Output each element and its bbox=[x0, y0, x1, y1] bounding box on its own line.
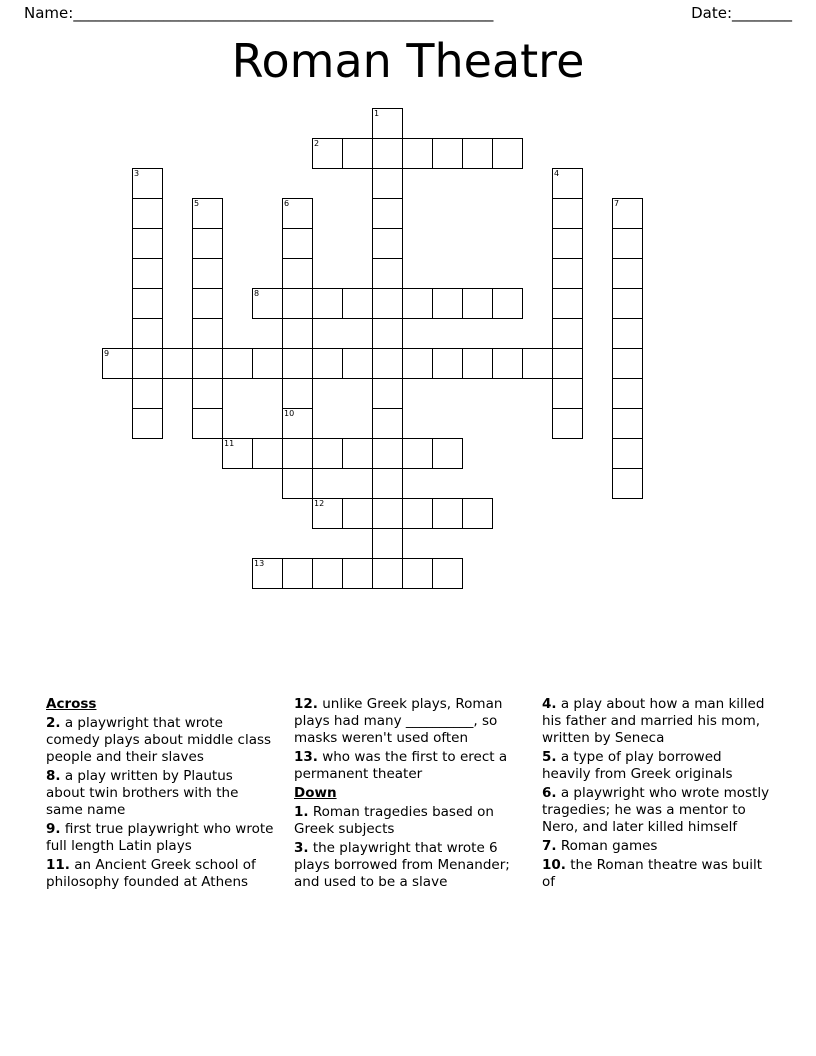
cell-number: 5 bbox=[194, 199, 200, 208]
crossword-cell[interactable] bbox=[282, 258, 313, 289]
crossword-cell[interactable] bbox=[402, 558, 433, 589]
clue-number: 13. bbox=[294, 749, 318, 765]
crossword-cell[interactable] bbox=[372, 198, 403, 229]
crossword-cell[interactable] bbox=[402, 438, 433, 469]
student-header bbox=[24, 4, 792, 22]
crossword-cell[interactable] bbox=[282, 438, 313, 469]
crossword-cell[interactable] bbox=[342, 498, 373, 529]
crossword-cell[interactable] bbox=[222, 438, 253, 469]
clue-number: 3. bbox=[294, 840, 309, 856]
crossword-cell[interactable] bbox=[132, 378, 163, 409]
crossword-cell[interactable] bbox=[282, 198, 313, 229]
clue-text: unlike Greek plays, Roman plays had many __________, so masks weren't used often bbox=[294, 696, 503, 746]
crossword-cell[interactable] bbox=[612, 258, 643, 289]
down-clue bbox=[542, 857, 772, 891]
crossword-cell[interactable] bbox=[492, 138, 523, 169]
clue-text: a playwright who wrote mostly tragedies; he was a mentor to Nero, and later killed himself bbox=[542, 785, 770, 835]
crossword-cell[interactable] bbox=[552, 168, 583, 199]
page-title: Roman Theatre bbox=[231, 34, 585, 88]
crossword-cell[interactable] bbox=[372, 318, 403, 349]
crossword-cell[interactable] bbox=[612, 438, 643, 469]
clue-text: an Ancient Greek school of philosophy founded at Athens bbox=[46, 857, 256, 890]
crossword-cell[interactable] bbox=[402, 498, 433, 529]
crossword-cell[interactable] bbox=[372, 498, 403, 529]
crossword-cell[interactable] bbox=[612, 228, 643, 259]
clue-column-2 bbox=[294, 696, 524, 893]
across-clue bbox=[294, 749, 524, 783]
cell-number: 3 bbox=[134, 169, 140, 178]
crossword-cell[interactable] bbox=[402, 348, 433, 379]
down-clue bbox=[542, 749, 772, 783]
crossword-cell[interactable] bbox=[612, 288, 643, 319]
crossword-cell[interactable] bbox=[102, 348, 133, 379]
crossword-cell[interactable] bbox=[552, 258, 583, 289]
down-clue bbox=[542, 696, 772, 747]
crossword-cell[interactable] bbox=[132, 348, 163, 379]
crossword-cell[interactable] bbox=[372, 168, 403, 199]
crossword-cell[interactable] bbox=[432, 288, 463, 319]
crossword-cell[interactable] bbox=[132, 408, 163, 439]
crossword-cell[interactable] bbox=[552, 198, 583, 229]
crossword-cell[interactable] bbox=[522, 348, 553, 379]
crossword-cell[interactable] bbox=[192, 198, 223, 229]
clue-column-3 bbox=[542, 696, 772, 893]
crossword-cell[interactable] bbox=[132, 228, 163, 259]
clue-text: a play about how a man killed his father and married his mom, written by Seneca bbox=[542, 696, 765, 746]
clue-number: 1. bbox=[294, 804, 309, 820]
clue-column-1 bbox=[46, 696, 276, 893]
down-clue bbox=[542, 838, 772, 855]
crossword-cell[interactable] bbox=[132, 318, 163, 349]
crossword-cell[interactable] bbox=[342, 288, 373, 319]
crossword-cell[interactable] bbox=[252, 288, 283, 319]
crossword-cell[interactable] bbox=[192, 228, 223, 259]
cell-number: 7 bbox=[614, 199, 620, 208]
crossword-cell[interactable] bbox=[282, 228, 313, 259]
across-clues-part1 bbox=[46, 715, 276, 891]
clue-text: first true playwright who wrote full length Latin plays bbox=[46, 821, 274, 854]
down-clues-part2 bbox=[542, 696, 772, 891]
date-blank-line: ________ bbox=[732, 4, 792, 22]
cell-number: 1 bbox=[374, 109, 380, 118]
crossword-cell[interactable] bbox=[282, 288, 313, 319]
crossword-cell[interactable] bbox=[462, 138, 493, 169]
crossword-cell[interactable] bbox=[372, 258, 403, 289]
crossword-cell[interactable] bbox=[252, 348, 283, 379]
crossword-cell[interactable] bbox=[612, 198, 643, 229]
crossword-cell[interactable] bbox=[372, 288, 403, 319]
crossword-cell[interactable] bbox=[372, 138, 403, 169]
clue-text: Roman tragedies based on Greek subjects bbox=[294, 804, 494, 837]
across-clue bbox=[46, 715, 276, 766]
crossword-cell[interactable] bbox=[462, 288, 493, 319]
crossword-cell[interactable] bbox=[372, 378, 403, 409]
across-clue bbox=[46, 768, 276, 819]
crossword-cell[interactable] bbox=[402, 288, 433, 319]
clue-number: 7. bbox=[542, 838, 557, 854]
across-clue bbox=[46, 857, 276, 891]
crossword-cell[interactable] bbox=[372, 528, 403, 559]
crossword-cell[interactable] bbox=[612, 468, 643, 499]
crossword-cell[interactable] bbox=[342, 558, 373, 589]
crossword-cell[interactable] bbox=[342, 438, 373, 469]
down-heading: Down bbox=[294, 785, 337, 801]
cell-number: 11 bbox=[224, 439, 235, 448]
name-label: Name: bbox=[24, 4, 74, 22]
down-clue bbox=[294, 804, 524, 838]
crossword-cell[interactable] bbox=[222, 348, 253, 379]
crossword-grid-container bbox=[0, 108, 816, 668]
across-clue bbox=[46, 821, 276, 855]
crossword-cell[interactable] bbox=[552, 408, 583, 439]
crossword-cell[interactable] bbox=[552, 378, 583, 409]
crossword-cell[interactable] bbox=[252, 558, 283, 589]
crossword-cell[interactable] bbox=[132, 288, 163, 319]
cell-number: 2 bbox=[314, 139, 320, 148]
crossword-cell[interactable] bbox=[312, 498, 343, 529]
name-blank-line: ________________________________________________________ bbox=[73, 4, 494, 22]
crossword-cell[interactable] bbox=[132, 168, 163, 199]
crossword-cell[interactable] bbox=[552, 348, 583, 379]
down-clue bbox=[294, 840, 524, 891]
crossword-cell[interactable] bbox=[192, 258, 223, 289]
cell-number: 9 bbox=[104, 349, 110, 358]
cell-number: 10 bbox=[284, 409, 295, 418]
crossword-cell[interactable] bbox=[552, 288, 583, 319]
crossword-cell[interactable] bbox=[132, 198, 163, 229]
clue-number: 2. bbox=[46, 715, 61, 731]
crossword-cell[interactable] bbox=[372, 558, 403, 589]
crossword-grid bbox=[102, 108, 714, 666]
crossword-cell[interactable] bbox=[372, 108, 403, 139]
clue-number: 9. bbox=[46, 821, 61, 837]
crossword-cell[interactable] bbox=[552, 318, 583, 349]
crossword-cell[interactable] bbox=[132, 258, 163, 289]
crossword-cell[interactable] bbox=[372, 468, 403, 499]
clues-section bbox=[46, 696, 772, 893]
crossword-cell[interactable] bbox=[312, 348, 343, 379]
cell-number: 13 bbox=[254, 559, 265, 568]
crossword-cell[interactable] bbox=[432, 558, 463, 589]
crossword-cell[interactable] bbox=[282, 408, 313, 439]
clue-number: 6. bbox=[542, 785, 557, 801]
clue-text: a type of play borrowed heavily from Greek originals bbox=[542, 749, 733, 782]
crossword-cell[interactable] bbox=[342, 138, 373, 169]
cell-number: 4 bbox=[554, 169, 560, 178]
crossword-cell[interactable] bbox=[312, 138, 343, 169]
crossword-cell[interactable] bbox=[612, 348, 643, 379]
across-heading: Across bbox=[46, 696, 97, 712]
across-clue bbox=[294, 696, 524, 747]
crossword-cell[interactable] bbox=[492, 288, 523, 319]
crossword-cell[interactable] bbox=[192, 348, 223, 379]
clue-number: 10. bbox=[542, 857, 566, 873]
crossword-cell[interactable] bbox=[432, 498, 463, 529]
crossword-cell[interactable] bbox=[342, 348, 373, 379]
clue-text: the playwright that wrote 6 plays borrowed from Menander; and used to be a slave bbox=[294, 840, 510, 890]
crossword-cell[interactable] bbox=[432, 138, 463, 169]
crossword-cell[interactable] bbox=[612, 318, 643, 349]
crossword-cell[interactable] bbox=[312, 438, 343, 469]
crossword-cell[interactable] bbox=[612, 408, 643, 439]
crossword-cell[interactable] bbox=[432, 348, 463, 379]
crossword-cell[interactable] bbox=[432, 438, 463, 469]
clue-number: 11. bbox=[46, 857, 70, 873]
crossword-cell[interactable] bbox=[282, 378, 313, 409]
crossword-cell[interactable] bbox=[372, 228, 403, 259]
cell-number: 8 bbox=[254, 289, 260, 298]
crossword-cell[interactable] bbox=[192, 378, 223, 409]
crossword-cell[interactable] bbox=[192, 318, 223, 349]
clue-text: who was the first to erect a permanent theater bbox=[294, 749, 508, 782]
crossword-cell[interactable] bbox=[282, 318, 313, 349]
clue-text: a playwright that wrote comedy plays about middle class people and their slaves bbox=[46, 715, 272, 765]
cell-number: 6 bbox=[284, 199, 290, 208]
clue-number: 5. bbox=[542, 749, 557, 765]
crossword-cell[interactable] bbox=[282, 558, 313, 589]
date-label: Date: bbox=[691, 4, 732, 22]
clue-text: Roman games bbox=[556, 838, 658, 854]
down-clue bbox=[542, 785, 772, 836]
clue-text: a play written by Plautus about twin brothers with the same name bbox=[46, 768, 239, 818]
crossword-cell[interactable] bbox=[462, 348, 493, 379]
crossword-cell[interactable] bbox=[162, 348, 193, 379]
crossword-cell[interactable] bbox=[282, 468, 313, 499]
clue-number: 4. bbox=[542, 696, 557, 712]
crossword-cell[interactable] bbox=[252, 438, 283, 469]
crossword-cell[interactable] bbox=[492, 348, 523, 379]
across-clues-part2 bbox=[294, 696, 524, 783]
crossword-cell[interactable] bbox=[312, 288, 343, 319]
crossword-cell[interactable] bbox=[612, 378, 643, 409]
crossword-cell[interactable] bbox=[192, 408, 223, 439]
crossword-cell[interactable] bbox=[372, 408, 403, 439]
crossword-cell[interactable] bbox=[402, 138, 433, 169]
clue-text: the Roman theatre was built of bbox=[542, 857, 763, 890]
crossword-cell[interactable] bbox=[372, 438, 403, 469]
crossword-cell[interactable] bbox=[282, 348, 313, 379]
crossword-cell[interactable] bbox=[312, 558, 343, 589]
down-clues-part1 bbox=[294, 804, 524, 891]
clue-number: 8. bbox=[46, 768, 61, 784]
clue-number: 12. bbox=[294, 696, 318, 712]
cell-number: 12 bbox=[314, 499, 325, 508]
crossword-cell[interactable] bbox=[462, 498, 493, 529]
crossword-cell[interactable] bbox=[372, 348, 403, 379]
crossword-cell[interactable] bbox=[192, 288, 223, 319]
crossword-cell[interactable] bbox=[552, 228, 583, 259]
